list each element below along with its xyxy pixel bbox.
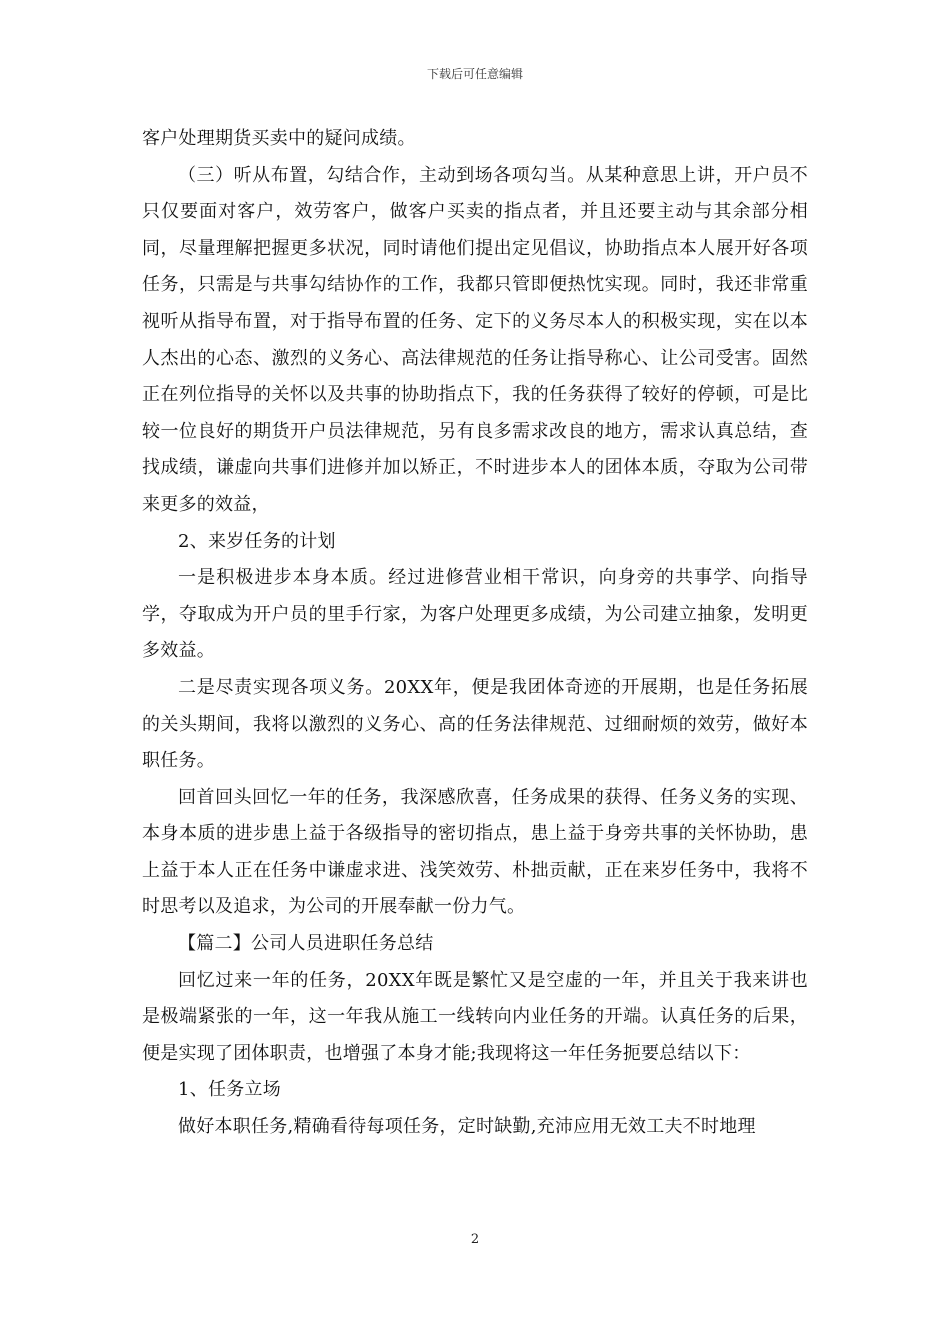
page-number: 2: [470, 1232, 480, 1247]
paragraph: 回忆过来一年的任务，20XX年既是繁忙又是空虚的一年，并且关于我来讲也是极端紧张的一年，这一年我从施工一线转向内业任务的开端。认真任务的后果，便是实现了团体职责，也增强了本身才能;我现将这一年任务扼要总结以下：: [142, 969, 808, 1064]
page-footer: [0, 1232, 950, 1248]
paragraph: 一是积极进步本身本质。经过进修营业相干常识，向身旁的共事学、向指导学，夺取成为开户员的里手行家，为客户处理更多成绩，为公司建立抽象，发明更多效益。: [142, 567, 808, 662]
paragraph: 二是尽责实现各项义务。20XX年，便是我团体奇迹的开展期，也是任务拓展的关头期间，我将以激烈的义务心、高的任务法律规范、过细耐烦的效劳，做好本职任务。: [142, 676, 808, 772]
paragraph: 客户处理期货买卖中的疑问成绩。: [142, 128, 416, 149]
section-heading: 1、任务立场: [178, 1079, 281, 1101]
section-heading: 2、来岁任务的计划: [178, 530, 336, 552]
document-body: [142, 121, 808, 1146]
header-note: 下载后可任意编辑: [426, 67, 523, 81]
paragraph: （三）听从布置，勾结合作，主动到场各项勾当。从某种意思上讲，开户员不只仅要面对客户，效劳客户，做客户买卖的指点者，并且还要主动与其余部分相同，尽量理解把握更多状况，同时请他们提出定见倡议，协助指点本人展开好各项任务，只需是与共事勾结协作的工作，我都只管即便热忱实现。同时，我还非常重视听从指导布置，对于指导布置的任务、定下的义务尽本人的积极实现，实在以本人杰出的心态、激烈的义务心、高法律规范的任务让指导称心、让公司受害。固然正在列位指导的关怀以及共事的协助指点下，我的任务获得了较好的停顿，可是比较一位良好的期货开户员法律规范，另有良多需求改良的地方，需求认真总结，查找成绩，谦虚向共事们进修并加以矫正，不时进步本人的团体本质，夺取为公司带来更多的效益，: [142, 164, 808, 515]
page-header: [0, 66, 950, 82]
paragraph: 做好本职任务,精确看待每项任务，定时缺勤,充沛应用无效工夫不时地理: [178, 1116, 756, 1138]
paragraph: 回首回头回忆一年的任务，我深感欣喜，任务成果的获得、任务义务的实现、本身本质的进步患上益于各级指导的密切指点，患上益于身旁共事的关怀协助，患上益于本人正在任务中谦虚求进、浅笑效劳、朴拙贡献，正在来岁任务中，我将不时思考以及追求，为公司的开展奉献一份力气。: [142, 786, 808, 918]
article-title: 【篇二】公司人员进职任务总结: [178, 933, 434, 955]
